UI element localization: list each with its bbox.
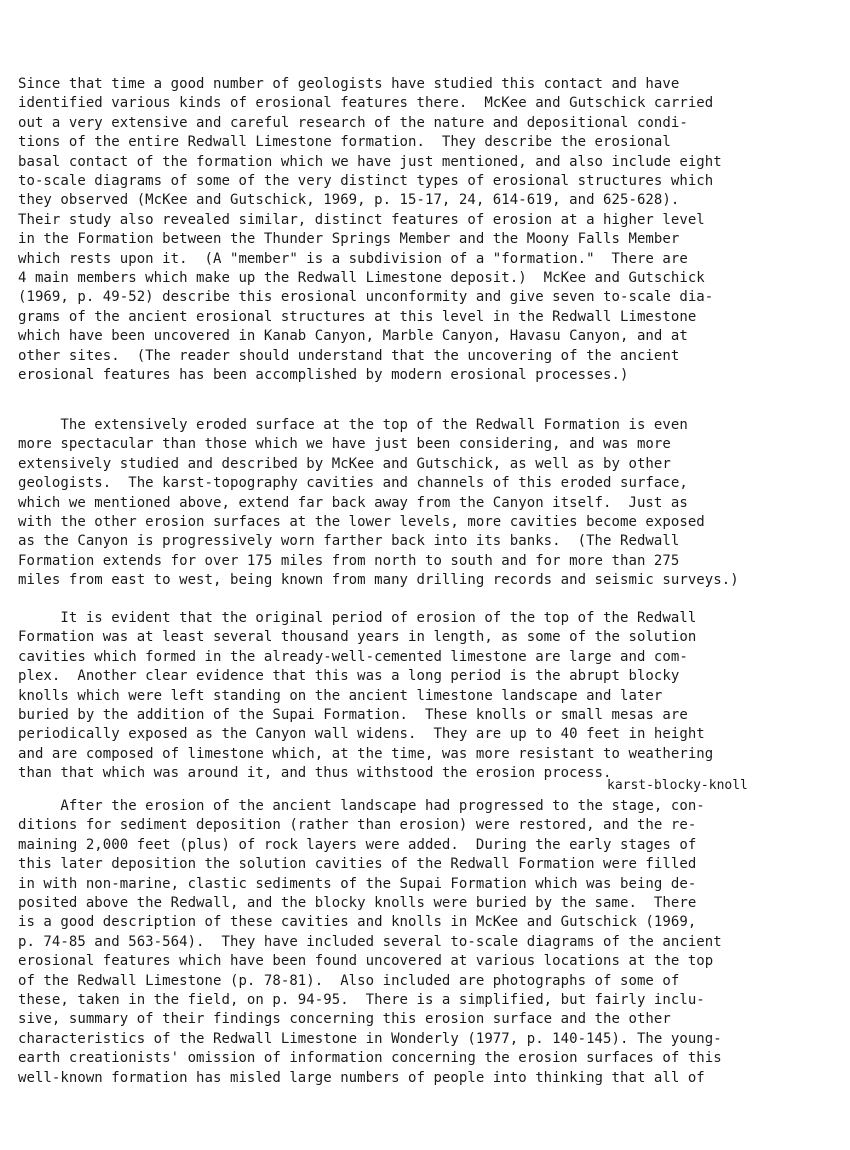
paragraph-1-line-3: out a very extensive and careful research of the nature and depositional condi-	[18, 114, 688, 131]
paragraph-3-line-3: cavities which formed in the already-well-cemented limestone are large and com-	[18, 648, 688, 665]
paragraph-1-line-1: Since that time a good number of geologists have studied this contact and have	[18, 76, 680, 92]
paragraph-4-line-3: maining 2,000 feet (plus) of rock layers were added. During the early stages of	[18, 836, 697, 853]
paragraph-1-line-8: Their study also revealed similar, distinct features of erosion at a higher level	[18, 211, 705, 228]
paragraph-2-line-1: The extensively eroded surface at the top of the Redwall Formation is even	[18, 417, 688, 433]
paragraph-4-line-15: well-known formation has misled large numbers of people into thinking that all of	[18, 1069, 705, 1086]
paragraph-1-line-11: 4 main members which make up the Redwall Limestone deposit.) McKee and Gutschick	[18, 270, 705, 286]
paragraph-1-line-13: grams of the ancient erosional structures at this level in the Redwall Limestone	[18, 308, 697, 325]
paragraph-4-line-11: these, taken in the field, on p. 94-95. There is a simplified, but fairly inclu-	[18, 992, 705, 1008]
paragraph-2-line-3: extensively studied and described by McKee and Gutschick, as well as by other	[18, 455, 671, 472]
paragraph-4-line-7: is a good description of these cavities and knolls in McKee and Gutschick (1969,	[18, 914, 697, 931]
paragraph-4-line-12: sive, summary of their findings concerning this erosion surface and the other	[18, 1011, 671, 1028]
paragraph-1-line-16: erosional features has been accomplished by modern erosional processes.)	[18, 367, 629, 383]
paragraph-3-line-8: and are composed of limestone which, at the time, was more resistant to weathering	[18, 745, 714, 762]
paragraph-2-line-4: geologists. The karst-topography cavities and channels of this eroded surface,	[18, 475, 688, 492]
paragraph-4-line-6: posited above the Redwall, and the blocky knolls were buried by the same. There	[18, 895, 697, 911]
paragraph-2-line-2: more spectacular than those which we have just been considering, and was more	[18, 436, 671, 453]
paragraph-3-line-7: periodically exposed as the Canyon wall widens. They are up to 40 feet in height	[18, 726, 705, 743]
paragraph-3-line-4: plex. Another clear evidence that this was a long period is the abrupt blocky	[18, 668, 680, 685]
paragraph-4-line-5: in with non-marine, clastic sediments of the Supai Formation which was being de-	[18, 875, 697, 892]
paragraph-4-line-2: ditions for sediment deposition (rather than erosion) were restored, and the re-	[18, 817, 697, 834]
paragraph-4-line-4: this later deposition the solution cavities of the Redwall Formation were filled	[18, 856, 697, 873]
paragraph-4-line-1: After the erosion of the ancient landscape had progressed to the stage, con-	[18, 798, 705, 814]
paragraph-1-line-10: which rests upon it. (A "member" is a subdivision of a "formation." There are	[18, 250, 688, 267]
paragraph-2-line-6: with the other erosion surfaces at the lower levels, more cavities become exposed	[18, 514, 705, 530]
paragraph-2-line-7: as the Canyon is progressively worn farther back into its banks. (The Redwall	[18, 533, 680, 550]
paragraph-4-line-13: characteristics of the Redwall Limestone in Wonderly (1977, p. 140-145). The young-	[18, 1030, 722, 1047]
paragraph-3-line-2: Formation was at least several thousand years in length, as some of the solution	[18, 629, 697, 646]
paragraph-2-line-5: which we mentioned above, extend far back away from the Canyon itself. Just as	[18, 494, 688, 511]
paragraph-1-line-14: which have been uncovered in Kanab Canyon, Marble Canyon, Havasu Canyon, and at	[18, 328, 688, 345]
paragraph-3-line-9: than that which was around it, and thus withstood the erosion process.	[18, 765, 612, 782]
paragraph-1-line-15: other sites. (The reader should understand that the uncovering of the ancient	[18, 347, 680, 364]
paragraph-3-line-5: knolls which were left standing on the ancient limestone landscape and later	[18, 687, 663, 704]
paragraph-1-line-4: tions of the entire Redwall Limestone formation. They describe the erosional	[18, 134, 671, 151]
paragraph-4-line-14: earth creationists' omission of information concerning the erosion surfaces of this	[18, 1050, 722, 1067]
paragraph-1-line-5: basal contact of the formation which we have just mentioned, and also include eight	[18, 153, 722, 170]
paragraph-1-line-2: identified various kinds of erosional features there. McKee and Gutschick carried	[18, 95, 714, 112]
paragraph-2-line-8: Formation extends for over 175 miles from north to south and for more than 275	[18, 552, 680, 569]
handwritten-annotation: karst-blocky-knoll	[607, 778, 748, 793]
paragraph-3-line-1: It is evident that the original period of erosion of the top of the Redwall	[18, 610, 697, 626]
paragraph-1-line-6: to-scale diagrams of some of the very distinct types of erosional structures which	[18, 173, 714, 189]
paragraph-3-line-6: buried by the addition of the Supai Formation. These knolls or small mesas are	[18, 707, 688, 723]
paragraph-4-line-9: erosional features which have been found uncovered at various locations at the top	[18, 953, 714, 970]
paragraph-4-line-10: of the Redwall Limestone (p. 78-81). Also included are photographs of some of	[18, 972, 680, 989]
paragraph-2-line-9: miles from east to west, being known from many drilling records and seismic surveys.)	[18, 572, 739, 589]
paragraph-1-line-9: in the Formation between the Thunder Springs Member and the Moony Falls Member	[18, 231, 680, 248]
paragraph-1-line-12: (1969, p. 49-52) describe this erosional unconformity and give seven to-scale dia-	[18, 289, 714, 306]
paragraph-4-line-8: p. 74-85 and 563-564). They have included several to-scale diagrams of the ancient	[18, 933, 722, 950]
paragraph-1-line-7: they observed (McKee and Gutschick, 1969, p. 15-17, 24, 614-619, and 625-628).	[18, 192, 680, 209]
